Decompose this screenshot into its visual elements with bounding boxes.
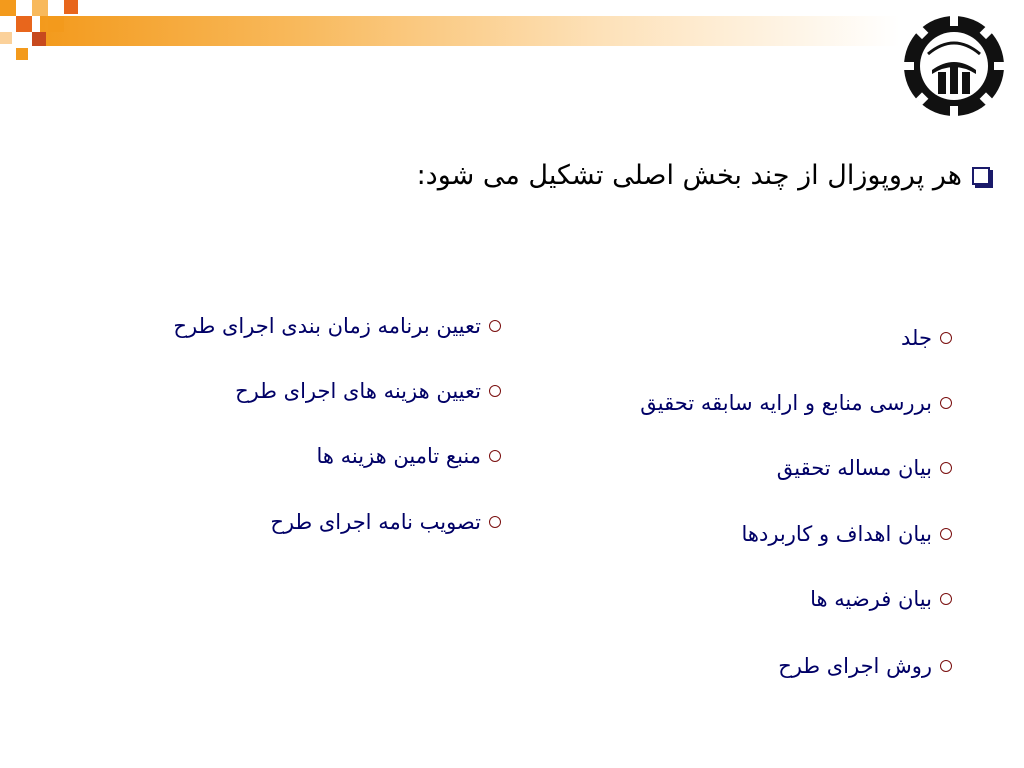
circle-bullet-icon xyxy=(489,516,501,528)
orange-gradient-band xyxy=(40,16,900,46)
circle-bullet-icon xyxy=(940,332,952,344)
circle-bullet-icon xyxy=(940,462,952,474)
decor-square xyxy=(0,0,16,16)
list-item: روش اجرای طرح xyxy=(778,654,952,678)
circle-bullet-icon xyxy=(489,320,501,332)
decor-square xyxy=(0,32,12,44)
decor-square xyxy=(48,16,64,32)
main-bullet-point xyxy=(417,160,990,191)
decor-square xyxy=(16,16,32,32)
circle-bullet-icon xyxy=(940,593,952,605)
decor-square xyxy=(64,0,78,14)
list-item: تعیین برنامه زمان بندی اجرای طرح xyxy=(173,314,501,338)
circle-bullet-icon xyxy=(489,450,501,462)
list-item: تصویب نامه اجرای طرح xyxy=(270,510,501,534)
list-item: بررسی منابع و ارایه سابقه تحقیق xyxy=(640,391,952,415)
circle-bullet-icon xyxy=(940,397,952,409)
circle-bullet-icon xyxy=(940,528,952,540)
main-point-text: هر پروپوزال از چند بخش اصلی تشکیل می شود: xyxy=(416,160,962,191)
list-item: تعیین هزینه های اجرای طرح xyxy=(235,379,501,403)
square-bullet-icon xyxy=(972,167,990,185)
list-item: بیان مساله تحقیق xyxy=(777,456,952,480)
decor-square xyxy=(16,48,28,60)
circle-bullet-icon xyxy=(940,660,952,672)
decor-square xyxy=(32,0,48,16)
decor-square xyxy=(32,32,46,46)
list-item: جلد xyxy=(901,326,952,350)
university-logo xyxy=(902,14,1006,118)
list-item: منبع تامین هزینه ها xyxy=(316,444,501,468)
circle-bullet-icon xyxy=(489,385,501,397)
list-item: بیان فرضیه ها xyxy=(810,587,952,611)
list-item: بیان اهداف و کاربردها xyxy=(742,522,953,546)
